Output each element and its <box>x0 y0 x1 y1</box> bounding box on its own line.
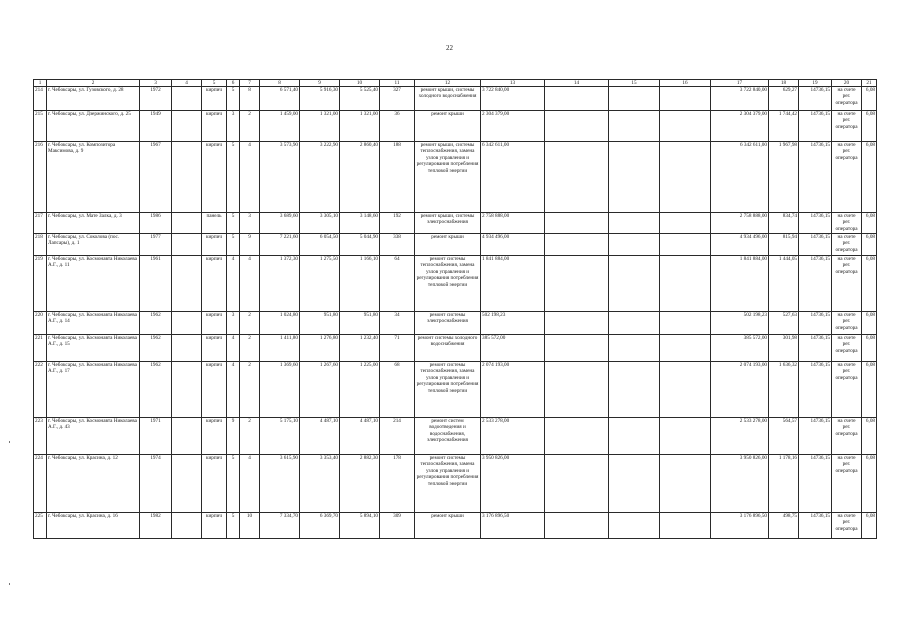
works-cell: ремонт крыши, системы теплоснабжения, замена узлов управления и регулирования потребления тепловой энергии <box>415 142 481 213</box>
cell-c8: 5 175,10 <box>260 418 300 455</box>
entrances-cell: 2 <box>240 335 260 362</box>
cell-c14 <box>545 234 609 256</box>
year-cell: 1962 <box>140 335 172 362</box>
cell-c15 <box>609 111 660 142</box>
cell-c14 <box>545 335 609 362</box>
wall-material-cell: кирпич <box>202 256 227 312</box>
cell-c21: 6,08 <box>862 234 877 256</box>
total-cost-cell: 3 722 840,00 <box>481 87 545 111</box>
cell-c4 <box>172 418 202 455</box>
total-cost-cell: 2 074 193,00 <box>481 362 545 418</box>
cell-c16 <box>660 455 711 513</box>
entrances-cell: 2 <box>240 362 260 418</box>
residents-cell: 327 <box>380 87 415 111</box>
cell-c15 <box>609 213 660 234</box>
floors-cell: 4 <box>227 335 240 362</box>
column-number: 20 <box>832 80 862 87</box>
entrances-cell: 9 <box>240 234 260 256</box>
column-number: 18 <box>769 80 799 87</box>
table-row <box>34 234 877 256</box>
wall-material-cell: кирпич <box>202 111 227 142</box>
cell-c8: 3 615,90 <box>260 455 300 513</box>
works-cell: ремонт крыши <box>415 111 481 142</box>
row-number: 216 <box>34 142 47 213</box>
column-number: 8 <box>260 80 300 87</box>
address-cell: г. Чебоксары, ул. Космонавта Николаева А.Г., д. 17 <box>47 362 140 418</box>
table-row <box>34 418 877 455</box>
cell-c15 <box>609 418 660 455</box>
year-cell: 1982 <box>140 513 172 539</box>
works-cell: ремонт системы теплоснабжения, замена узлов управления и регулирования потребления тепловой энергии <box>415 362 481 418</box>
table-row <box>34 335 877 362</box>
floors-cell: 9 <box>227 418 240 455</box>
row-number: 224 <box>34 455 47 513</box>
address-cell: г. Чебоксары, ул. Соколова (пос. Лапсары), д. 1 <box>47 234 140 256</box>
cell-c14 <box>545 362 609 418</box>
works-cell: ремонт систем водоотведения и водоснабжения, электроснабжения <box>415 418 481 455</box>
cell-c21: 6,08 <box>862 418 877 455</box>
cell-c21: 6,08 <box>862 142 877 213</box>
funding-method-cell: на счете рег. оператора <box>832 335 862 362</box>
year-cell: 1967 <box>140 142 172 213</box>
column-number: 21 <box>862 80 877 87</box>
cell-c17: 3 176 896,50 <box>711 513 769 539</box>
cell-c17: 2 304 379,00 <box>711 111 769 142</box>
total-cost-cell: 3 950 826,00 <box>481 455 545 513</box>
cell-c9: 1 276,80 <box>300 335 340 362</box>
cell-c10: 1 232,40 <box>340 335 380 362</box>
cell-c4 <box>172 142 202 213</box>
entrances-cell: 10 <box>240 513 260 539</box>
cell-c16 <box>660 335 711 362</box>
table-row <box>34 362 877 418</box>
table-row <box>34 87 877 111</box>
funding-method-cell: на счете рег. оператора <box>832 513 862 539</box>
cell-c19: 14736,15 <box>799 213 832 234</box>
cell-c9: 6 369,70 <box>300 513 340 539</box>
table-row <box>34 455 877 513</box>
row-number: 219 <box>34 256 47 312</box>
total-cost-cell: 4 934 496,00 <box>481 234 545 256</box>
funding-method-cell: на счете рег. оператора <box>832 312 862 335</box>
row-number: 215 <box>34 111 47 142</box>
wall-material-cell: кирпич <box>202 362 227 418</box>
address-cell: г. Чебоксары, ул. Космонавта Николаева А.Г., д. 11 <box>47 256 140 312</box>
cell-c14 <box>545 87 609 111</box>
cell-c15 <box>609 312 660 335</box>
cell-c4 <box>172 312 202 335</box>
cell-c9: 1 267,60 <box>300 362 340 418</box>
address-cell: г. Чебоксары, ул. Космонавта Николаева А.Г., д. 14 <box>47 312 140 335</box>
cell-c10: 2 882,30 <box>340 455 380 513</box>
cell-c19: 14736,15 <box>799 418 832 455</box>
address-cell: г. Чебоксары, ул. Композитора Максимова, д. 9 <box>47 142 140 213</box>
cell-c16 <box>660 362 711 418</box>
cell-c9: 3 222,90 <box>300 142 340 213</box>
row-number: 221 <box>34 335 47 362</box>
cell-c8: 1 459,00 <box>260 111 300 142</box>
entrances-cell: 4 <box>240 455 260 513</box>
entrances-cell: 3 <box>240 213 260 234</box>
cell-c8: 1 369,60 <box>260 362 300 418</box>
funding-method-cell: на счете рег. оператора <box>832 234 862 256</box>
cell-c17: 6 342 611,00 <box>711 142 769 213</box>
address-cell: г. Чебоксары, ул. Красина, д. 16 <box>47 513 140 539</box>
wall-material-cell: кирпич <box>202 335 227 362</box>
residents-cell: 36 <box>380 111 415 142</box>
cell-c19: 14736,15 <box>799 142 832 213</box>
works-cell: ремонт системы теплоснабжения, замена узлов управления и регулирования потребления тепловой энергии <box>415 256 481 312</box>
cell-c15 <box>609 142 660 213</box>
residents-cell: 34 <box>380 312 415 335</box>
cell-c19: 14736,15 <box>799 513 832 539</box>
wall-material-cell: кирпич <box>202 234 227 256</box>
table-row <box>34 513 877 539</box>
entrances-cell: 2 <box>240 312 260 335</box>
year-cell: 1949 <box>140 111 172 142</box>
funding-method-cell: на счете рег. оператора <box>832 455 862 513</box>
cell-c14 <box>545 312 609 335</box>
table-row <box>34 256 877 312</box>
cell-c4 <box>172 234 202 256</box>
cell-c4 <box>172 87 202 111</box>
cell-c14 <box>545 455 609 513</box>
cell-c10: 3 148,60 <box>340 213 380 234</box>
cell-c15 <box>609 234 660 256</box>
cell-c15 <box>609 513 660 539</box>
cell-c17: 2 533 278,00 <box>711 418 769 455</box>
cell-c10: 1 166,10 <box>340 256 380 312</box>
cell-c21: 6,08 <box>862 362 877 418</box>
floors-cell: 4 <box>227 362 240 418</box>
floors-cell: 5 <box>227 87 240 111</box>
cell-c4 <box>172 335 202 362</box>
address-cell: г. Чебоксары, ул. Космонавта Николаева А.Г., д. 43 <box>47 418 140 455</box>
address-cell: г. Чебоксары, ул. Дзержинского, д. 25 <box>47 111 140 142</box>
cell-c21: 6,08 <box>862 335 877 362</box>
cell-c9: 1 275,50 <box>300 256 340 312</box>
column-number: 15 <box>609 80 660 87</box>
entrances-cell: 4 <box>240 142 260 213</box>
column-number-row <box>34 80 877 87</box>
works-cell: ремонт крыши, системы электроснабжения <box>415 213 481 234</box>
column-number: 5 <box>202 80 227 87</box>
cell-c8: 3 573,90 <box>260 142 300 213</box>
column-number: 17 <box>711 80 769 87</box>
entrances-cell: 4 <box>240 256 260 312</box>
cell-c21: 6,08 <box>862 111 877 142</box>
cell-c10: 5 525,40 <box>340 87 380 111</box>
registry-table <box>33 79 877 539</box>
cell-c4 <box>172 362 202 418</box>
cell-c14 <box>545 256 609 312</box>
cell-c9: 5 916,30 <box>300 87 340 111</box>
cell-c14 <box>545 111 609 142</box>
year-cell: 1962 <box>140 362 172 418</box>
cell-c16 <box>660 87 711 111</box>
cell-c21: 6,08 <box>862 87 877 111</box>
row-number: 225 <box>34 513 47 539</box>
cell-c17: 2 758 888,00 <box>711 213 769 234</box>
cell-c4 <box>172 213 202 234</box>
cell-c9: 3 353,40 <box>300 455 340 513</box>
cell-c19: 14736,15 <box>799 312 832 335</box>
cell-c8: 7 334,70 <box>260 513 300 539</box>
works-cell: ремонт крыши <box>415 234 481 256</box>
cell-c4 <box>172 256 202 312</box>
column-number: 7 <box>240 80 260 87</box>
entrances-cell: 2 <box>240 418 260 455</box>
page-number: 22 <box>446 44 453 52</box>
cell-c16 <box>660 142 711 213</box>
row-number: 220 <box>34 312 47 335</box>
works-cell: ремонт крыши <box>415 513 481 539</box>
residents-cell: 71 <box>380 335 415 362</box>
wall-material-cell: кирпич <box>202 142 227 213</box>
cell-c19: 14736,15 <box>799 111 832 142</box>
cell-c19: 14736,15 <box>799 362 832 418</box>
floors-cell: 5 <box>227 213 240 234</box>
floors-cell: 5 <box>227 455 240 513</box>
address-cell: г. Чебоксары, ул. Гузовского, д. 28 <box>47 87 140 111</box>
column-number: 4 <box>172 80 202 87</box>
column-number: 14 <box>545 80 609 87</box>
cell-c8: 1 024,80 <box>260 312 300 335</box>
residents-cell: 309 <box>380 513 415 539</box>
cell-c18: 1 744,42 <box>769 111 799 142</box>
cell-c18: 815,94 <box>769 234 799 256</box>
row-number: 223 <box>34 418 47 455</box>
year-cell: 1986 <box>140 213 172 234</box>
cell-c14 <box>545 513 609 539</box>
cell-c17: 502 198,23 <box>711 312 769 335</box>
wall-material-cell: кирпич <box>202 418 227 455</box>
cell-c19: 14736,15 <box>799 87 832 111</box>
cell-c18: 301,98 <box>769 335 799 362</box>
column-number: 19 <box>799 80 832 87</box>
cell-c15 <box>609 256 660 312</box>
cell-c4 <box>172 111 202 142</box>
cell-c21: 6,08 <box>862 213 877 234</box>
cell-c4 <box>172 455 202 513</box>
cell-c18: 498,75 <box>769 513 799 539</box>
cell-c18: 629,27 <box>769 87 799 111</box>
cell-c9: 1 321,00 <box>300 111 340 142</box>
funding-method-cell: на счете рег. оператора <box>832 142 862 213</box>
cell-c16 <box>660 213 711 234</box>
row-number: 222 <box>34 362 47 418</box>
works-cell: ремонт системы электроснабжения <box>415 312 481 335</box>
cell-c10: 1 225,00 <box>340 362 380 418</box>
cell-c16 <box>660 234 711 256</box>
cell-c8: 1 372,30 <box>260 256 300 312</box>
total-cost-cell: 1 841 884,00 <box>481 256 545 312</box>
cell-c19: 14736,15 <box>799 335 832 362</box>
works-cell: ремонт системы теплоснабжения, замена узлов управления и регулирования потребления тепловой энергии <box>415 455 481 513</box>
column-number: 6 <box>227 80 240 87</box>
cell-c18: 1 967,98 <box>769 142 799 213</box>
cell-c15 <box>609 362 660 418</box>
row-number: 217 <box>34 213 47 234</box>
floors-cell: 5 <box>227 234 240 256</box>
cell-c15 <box>609 335 660 362</box>
cell-c8: 3 689,60 <box>260 213 300 234</box>
cell-c17: 3 722 840,00 <box>711 87 769 111</box>
cell-c21: 6,08 <box>862 312 877 335</box>
cell-c9: 3 305,10 <box>300 213 340 234</box>
cell-c10: 5 044,90 <box>340 234 380 256</box>
total-cost-cell: 2 758 888,00 <box>481 213 545 234</box>
cell-c16 <box>660 312 711 335</box>
column-number: 12 <box>415 80 481 87</box>
cell-c10: 2 860,40 <box>340 142 380 213</box>
year-cell: 1977 <box>140 234 172 256</box>
works-cell: ремонт крыши, системы холодного водоснабжения <box>415 87 481 111</box>
cell-c19: 14736,15 <box>799 256 832 312</box>
cell-c16 <box>660 513 711 539</box>
floors-cell: 5 <box>227 142 240 213</box>
cell-c10: 1 321,00 <box>340 111 380 142</box>
cell-c17: 4 934 496,00 <box>711 234 769 256</box>
row-number: 218 <box>34 234 47 256</box>
year-cell: 1974 <box>140 455 172 513</box>
wall-material-cell: панель <box>202 213 227 234</box>
column-number: 16 <box>660 80 711 87</box>
total-cost-cell: 2 533 278,00 <box>481 418 545 455</box>
entrances-cell: 8 <box>240 87 260 111</box>
table-row <box>34 142 877 213</box>
cell-c16 <box>660 418 711 455</box>
column-number: 10 <box>340 80 380 87</box>
total-cost-cell: 2 304 379,00 <box>481 111 545 142</box>
cell-c18: 527,63 <box>769 312 799 335</box>
column-number: 2 <box>47 80 140 87</box>
total-cost-cell: 6 342 611,00 <box>481 142 545 213</box>
wall-material-cell: кирпич <box>202 455 227 513</box>
cell-c10: 4 487,10 <box>340 418 380 455</box>
cell-c8: 1 411,80 <box>260 335 300 362</box>
residents-cell: 188 <box>380 142 415 213</box>
year-cell: 1971 <box>140 418 172 455</box>
floors-cell: 5 <box>227 513 240 539</box>
funding-method-cell: на счете рег. оператора <box>832 213 862 234</box>
column-number: 9 <box>300 80 340 87</box>
cell-c10: 5 894,10 <box>340 513 380 539</box>
cell-c4 <box>172 513 202 539</box>
margin-mark <box>9 583 10 585</box>
table-row <box>34 111 877 142</box>
table-row <box>34 312 877 335</box>
works-cell: ремонт системы холодного водоснабжения <box>415 335 481 362</box>
year-cell: 1961 <box>140 256 172 312</box>
total-cost-cell: 502 198,23 <box>481 312 545 335</box>
residents-cell: 68 <box>380 362 415 418</box>
cell-c19: 14736,15 <box>799 234 832 256</box>
cell-c14 <box>545 142 609 213</box>
address-cell: г. Чебоксары, ул. Космонавта Николаева А.Г., д. 15 <box>47 335 140 362</box>
residents-cell: 214 <box>380 418 415 455</box>
margin-mark <box>9 441 10 443</box>
table-row <box>34 213 877 234</box>
cell-c15 <box>609 87 660 111</box>
cell-c9: 6 054,50 <box>300 234 340 256</box>
year-cell: 1962 <box>140 312 172 335</box>
funding-method-cell: на счете рег. оператора <box>832 362 862 418</box>
cell-c10: 951,80 <box>340 312 380 335</box>
column-number: 1 <box>34 80 47 87</box>
cell-c18: 1 636,32 <box>769 362 799 418</box>
column-number: 13 <box>481 80 545 87</box>
cell-c18: 1 444,05 <box>769 256 799 312</box>
residents-cell: 338 <box>380 234 415 256</box>
cell-c8: 7 221,60 <box>260 234 300 256</box>
cell-c17: 3 950 826,00 <box>711 455 769 513</box>
cell-c21: 6,08 <box>862 455 877 513</box>
floors-cell: 4 <box>227 256 240 312</box>
cell-c9: 951,80 <box>300 312 340 335</box>
cell-c19: 14736,15 <box>799 455 832 513</box>
cell-c16 <box>660 111 711 142</box>
residents-cell: 178 <box>380 455 415 513</box>
floors-cell: 3 <box>227 312 240 335</box>
column-number: 3 <box>140 80 172 87</box>
cell-c18: 834,74 <box>769 213 799 234</box>
cell-c16 <box>660 256 711 312</box>
address-cell: г. Чебоксары, ул. Красина, д. 12 <box>47 455 140 513</box>
row-number: 214 <box>34 87 47 111</box>
residents-cell: 192 <box>380 213 415 234</box>
funding-method-cell: на счете рег. оператора <box>832 418 862 455</box>
cell-c15 <box>609 455 660 513</box>
cell-c17: 2 074 193,00 <box>711 362 769 418</box>
funding-method-cell: на счете рег. оператора <box>832 256 862 312</box>
total-cost-cell: 385 572,00 <box>481 335 545 362</box>
wall-material-cell: кирпич <box>202 87 227 111</box>
cell-c21: 6,08 <box>862 513 877 539</box>
cell-c18: 564,57 <box>769 418 799 455</box>
cell-c14 <box>545 213 609 234</box>
year-cell: 1972 <box>140 87 172 111</box>
address-cell: г. Чебоксары, ул. Мате Залка, д. 3 <box>47 213 140 234</box>
total-cost-cell: 3 176 896,50 <box>481 513 545 539</box>
cell-c21: 6,08 <box>862 256 877 312</box>
entrances-cell: 2 <box>240 111 260 142</box>
cell-c14 <box>545 418 609 455</box>
cell-c18: 1 178,16 <box>769 455 799 513</box>
cell-c17: 385 572,00 <box>711 335 769 362</box>
column-number: 11 <box>380 80 415 87</box>
cell-c8: 6 571,40 <box>260 87 300 111</box>
wall-material-cell: кирпич <box>202 312 227 335</box>
funding-method-cell: на счете рег. оператора <box>832 87 862 111</box>
cell-c17: 1 841 884,00 <box>711 256 769 312</box>
funding-method-cell: на счете рег. оператора <box>832 111 862 142</box>
cell-c9: 4 487,10 <box>300 418 340 455</box>
floors-cell: 3 <box>227 111 240 142</box>
residents-cell: 64 <box>380 256 415 312</box>
wall-material-cell: кирпич <box>202 513 227 539</box>
